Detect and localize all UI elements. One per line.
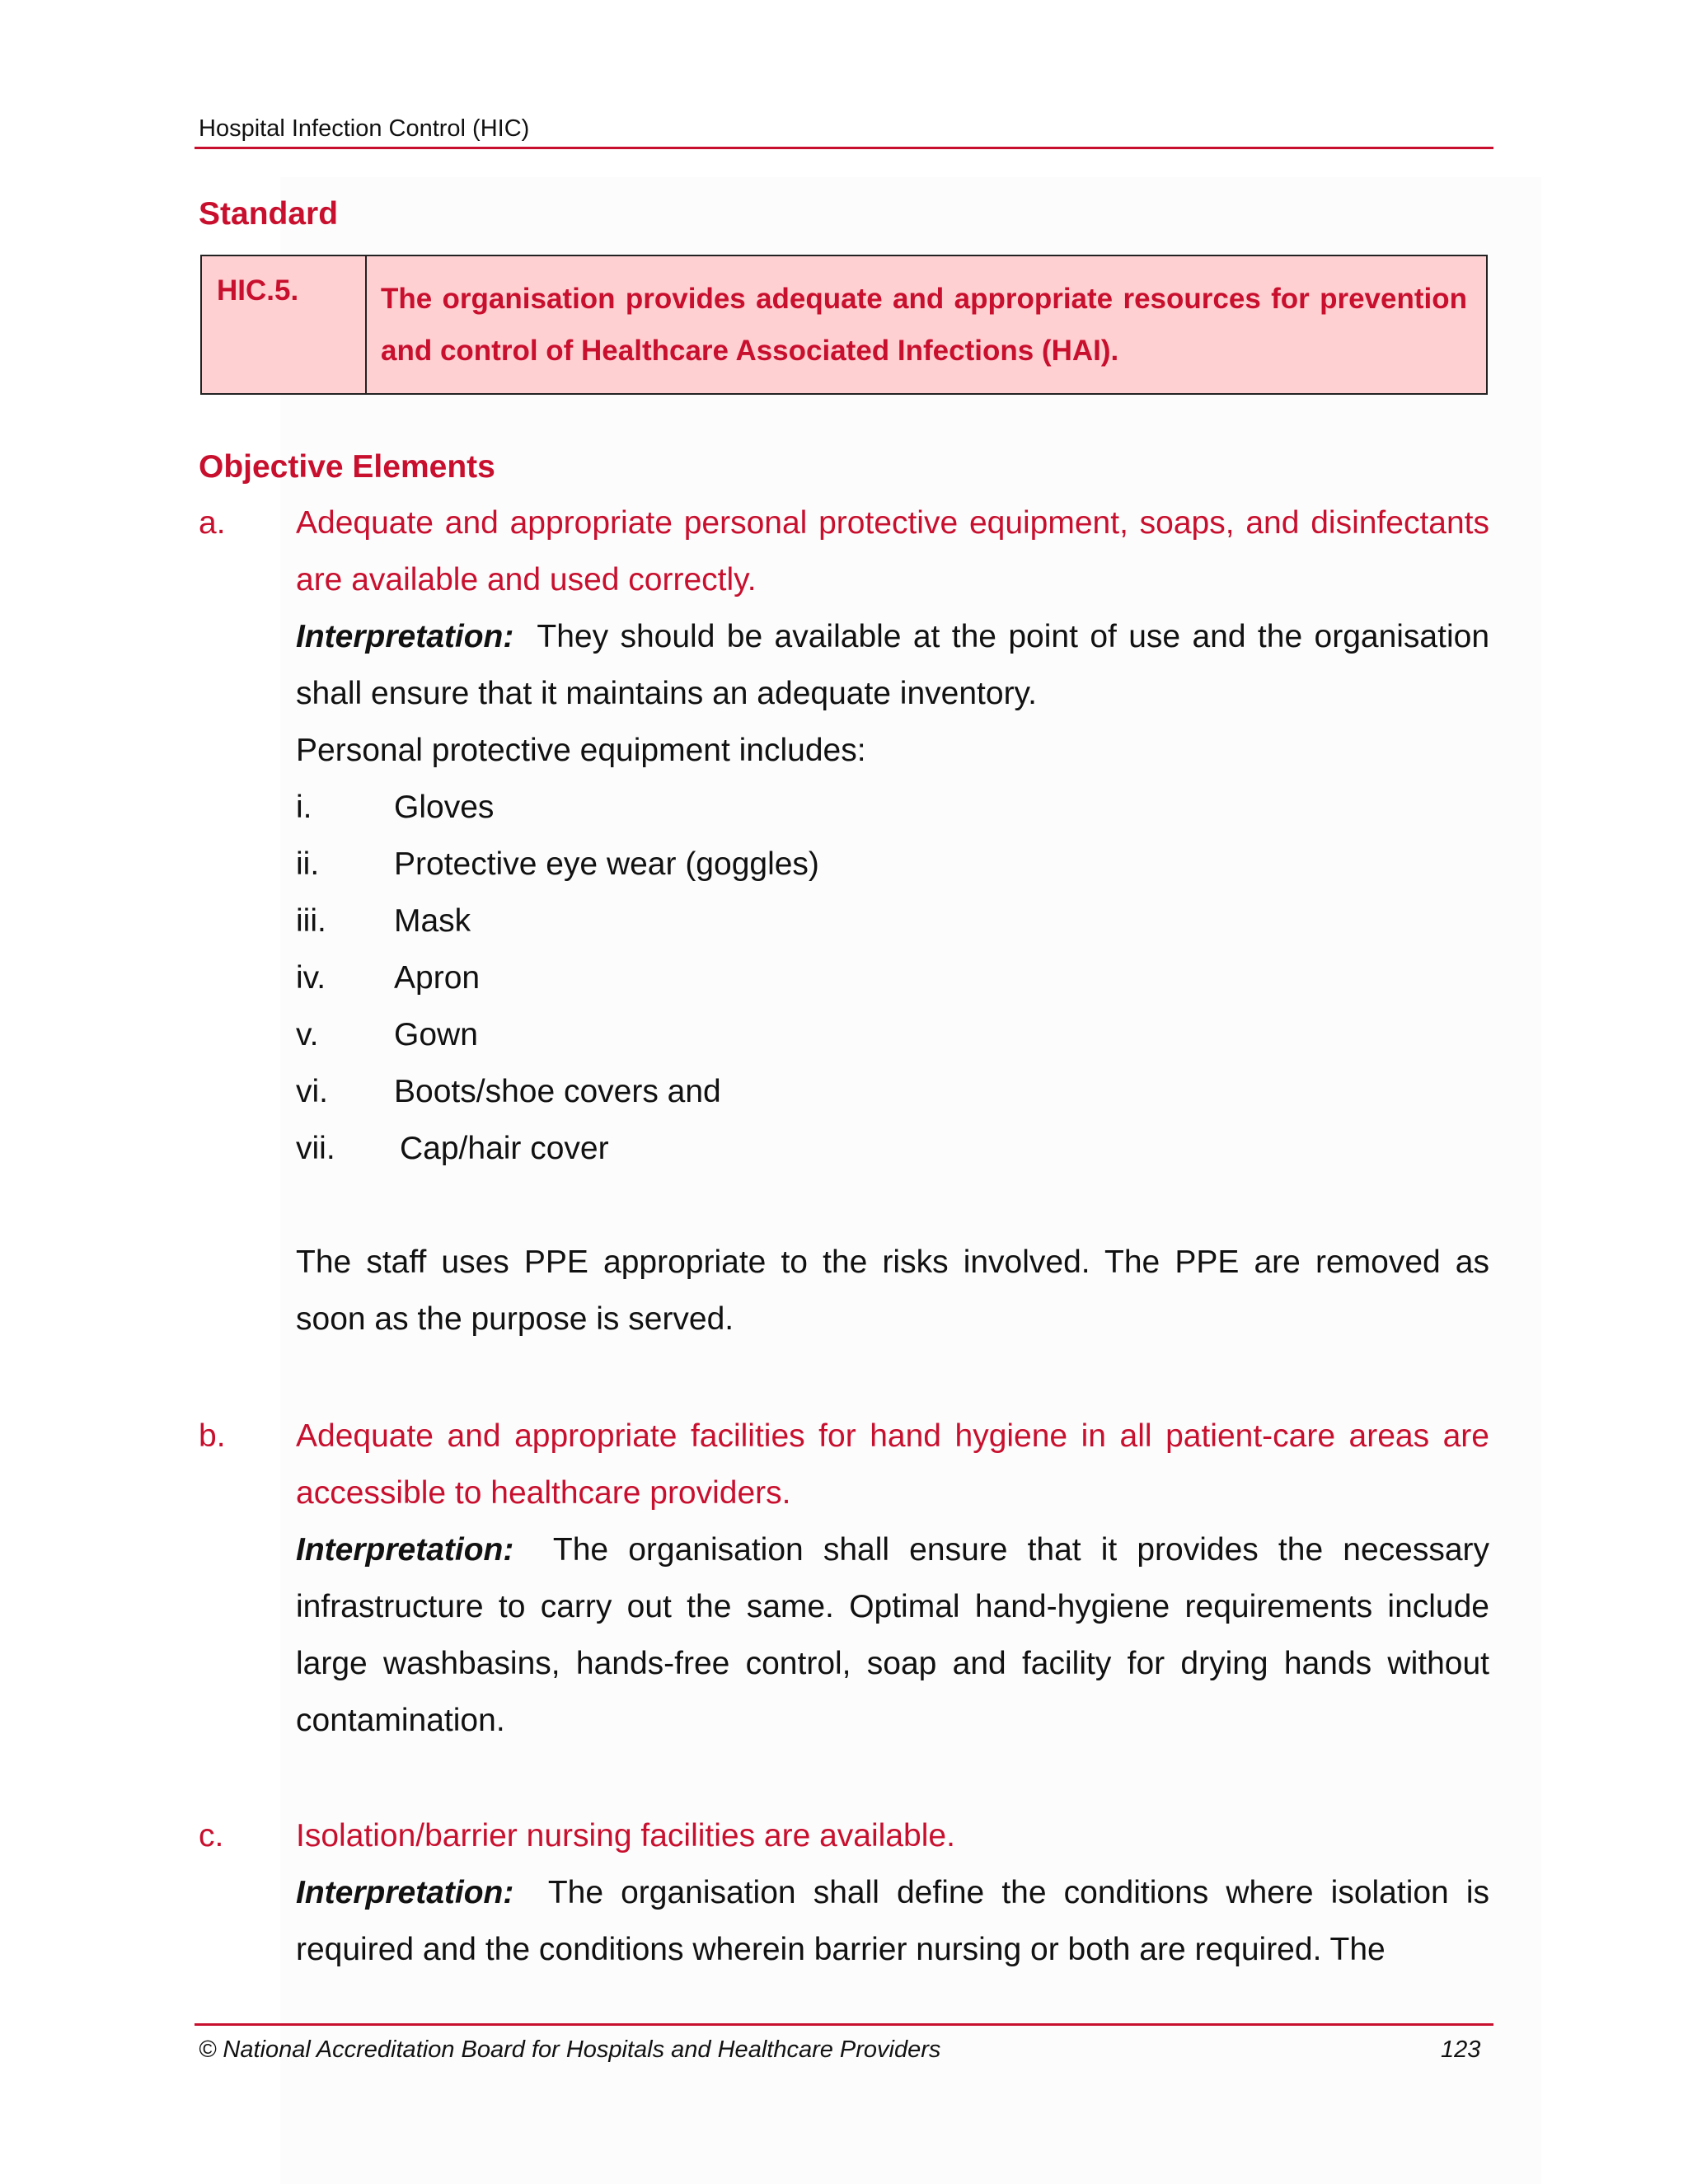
standard-heading: Standard bbox=[199, 196, 339, 232]
interpretation-label: Interpretation: bbox=[296, 619, 514, 654]
element-a-closing: The staff uses PPE appropriate to the risks involved. The PPE are removed as soon as the purpose is served. bbox=[296, 1244, 1489, 1337]
running-header: Hospital Infection Control (HIC) bbox=[199, 115, 530, 142]
footer-copyright: © National Accreditation Board for Hospitals and Healthcare Providers bbox=[199, 2036, 941, 2063]
element-b-interpretation bbox=[296, 1521, 1489, 1749]
list-item-number: vi. bbox=[296, 1074, 328, 1109]
list-item-number: v. bbox=[296, 1017, 319, 1052]
list-item-number: ii. bbox=[296, 846, 320, 882]
list-item-number: i. bbox=[296, 790, 312, 825]
list-item: Mask bbox=[394, 903, 471, 939]
element-c-marker: c. bbox=[199, 1818, 224, 1854]
interpretation-text: The organisation shall ensure that it provides the necessary infrastructure to carry out the same. Optimal hand-hygiene requirements include large washbasins, hands-free control, soap and facility for drying hands without contamination. bbox=[296, 1532, 1490, 1738]
interpretation-text: The organisation shall define the conditions where isolation is required and the conditions wherein barrier nursing or both are required. The bbox=[296, 1875, 1489, 1967]
list-item-number: vii. bbox=[296, 1131, 335, 1166]
standard-code: HIC.5. bbox=[217, 274, 299, 307]
list-item: Apron bbox=[394, 960, 481, 996]
header-rule bbox=[195, 147, 1493, 149]
list-item: Protective eye wear (goggles) bbox=[394, 846, 819, 882]
standard-box bbox=[200, 255, 1488, 395]
ppe-list-intro: Personal protective equipment includes: bbox=[296, 733, 866, 768]
element-a-marker: a. bbox=[199, 505, 226, 541]
interpretation-label: Interpretation: bbox=[296, 1875, 514, 1910]
page-number: 123 bbox=[1441, 2036, 1481, 2063]
list-item-number: iv. bbox=[296, 960, 326, 996]
list-item-number: iii. bbox=[296, 903, 326, 939]
list-item: Gloves bbox=[394, 790, 495, 825]
standard-text: The organisation provides adequate and appropriate resources for prevention and control of Healthcare Associated Infections (HAI). bbox=[381, 283, 1467, 367]
footer-rule bbox=[195, 2023, 1493, 2026]
element-b-marker: b. bbox=[199, 1418, 226, 1454]
element-b-statement: Adequate and appropriate facilities for hand hygiene in all patient-care areas are accessible to healthcare providers. bbox=[296, 1418, 1489, 1511]
list-item: Boots/shoe covers and bbox=[394, 1074, 721, 1109]
interpretation-label: Interpretation: bbox=[296, 1532, 514, 1568]
interpretation-text: They should be available at the point of use and the organisation shall ensure that it maintains an adequate inventory. bbox=[296, 619, 1490, 711]
list-item: Gown bbox=[394, 1017, 478, 1052]
element-c-interpretation bbox=[296, 1864, 1489, 1978]
objective-elements-heading: Objective Elements bbox=[199, 449, 495, 485]
element-c-statement: Isolation/barrier nursing facilities are available. bbox=[296, 1818, 955, 1854]
element-a-interpretation bbox=[296, 608, 1489, 722]
element-a-statement: Adequate and appropriate personal protective equipment, soaps, and disinfectants are available and used correctly. bbox=[296, 505, 1489, 598]
standard-box-divider bbox=[365, 256, 367, 393]
list-item: Cap/hair cover bbox=[400, 1131, 609, 1166]
